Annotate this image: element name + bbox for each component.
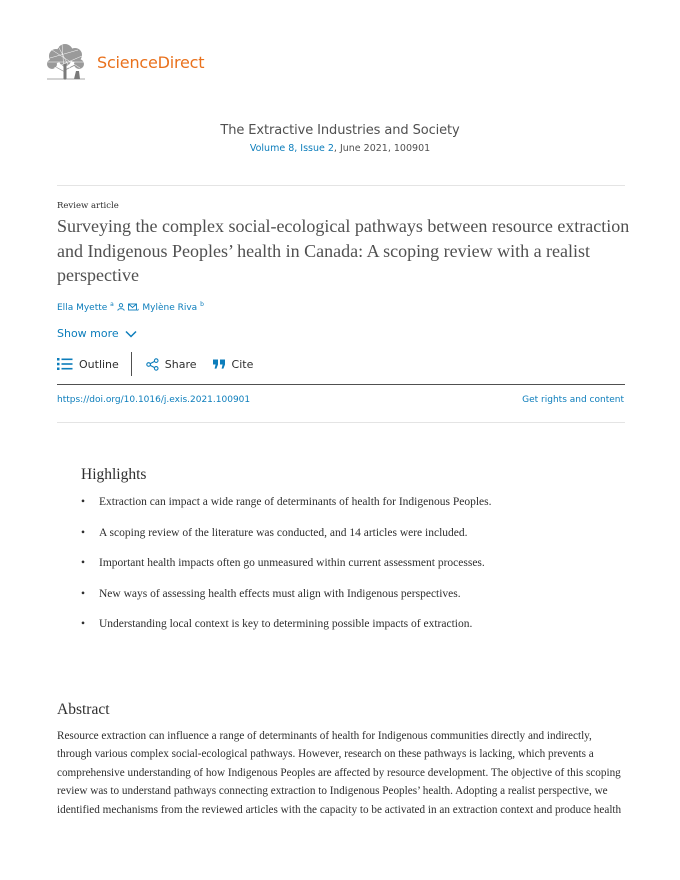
author-name[interactable]: Ella Myette [57, 303, 108, 313]
highlights-list [81, 494, 491, 647]
bullet-icon: • [81, 618, 86, 630]
outline-label: Outline [79, 357, 119, 371]
bullet-icon: • [81, 557, 86, 569]
share-label: Share [164, 357, 197, 371]
article-toolbar [57, 352, 253, 376]
rights-link[interactable]: Get rights and content [522, 395, 624, 405]
author-affiliation: a [110, 301, 114, 308]
list-icon [57, 357, 73, 371]
highlight-text: Important health impacts often go unmeasured within current assessment processes. [99, 557, 485, 569]
cite-button[interactable] [213, 358, 254, 371]
journal-title[interactable]: The Extractive Industries and Society [220, 123, 460, 138]
author-separator: , [136, 303, 140, 313]
highlight-item [81, 586, 491, 617]
article-type: Review article [57, 201, 119, 211]
author-affiliation: b [200, 301, 204, 308]
doi-divider [57, 422, 625, 423]
article-title: Surveying the complex social-ecological pathways between resource extraction and Indigenous Peoples’ health in Canada: A scoping review with a realist perspective [57, 216, 630, 285]
highlights-heading: Highlights [81, 466, 147, 483]
sciencedirect-logo[interactable] [44, 42, 204, 82]
highlight-text: Understanding local context is key to determining possible impacts of extraction. [99, 618, 473, 630]
show-more-button[interactable] [57, 327, 137, 340]
highlight-text: New ways of assessing health effects must align with Indigenous perspectives. [99, 587, 461, 600]
highlight-item [81, 494, 491, 525]
envelope-icon[interactable] [128, 303, 137, 311]
highlight-item [81, 555, 491, 586]
share-button[interactable] [146, 358, 197, 371]
highlight-text: A scoping review of the literature was conducted, and 14 articles were included. [99, 526, 468, 539]
outline-button[interactable] [57, 357, 119, 371]
author-name[interactable]: Mylène Riva [142, 303, 198, 313]
cite-label: Cite [231, 357, 254, 371]
author-list [57, 301, 204, 313]
volume-info [0, 143, 680, 154]
elsevier-tree-logo [44, 42, 88, 82]
bullet-icon: • [81, 496, 86, 508]
chevron-down-icon [125, 330, 137, 338]
volume-issue-link[interactable]: Volume 8, Issue 2 [249, 143, 334, 154]
brand-name: ScienceDirect [97, 52, 205, 72]
highlight-item [81, 525, 491, 556]
issue-details: , June 2021, 100901 [333, 143, 431, 154]
highlight-item [81, 616, 491, 647]
share-icon [146, 358, 159, 371]
bullet-icon: • [81, 526, 86, 539]
abstract-heading: Abstract [57, 701, 110, 718]
doi-link[interactable]: https://doi.org/10.1016/j.exis.2021.100901 [57, 395, 251, 405]
toolbar-divider-line [57, 384, 625, 385]
show-more-label: Show more [57, 327, 119, 340]
highlight-text: Extraction can impact a wide range of determinants of health for Indigenous Peoples. [99, 496, 492, 508]
quote-icon [213, 359, 226, 369]
abstract-text: Resource extraction can influence a range of determinants of health for Indigenous communities directly and indirectly, through various complex social-ecological pathways. However, research on these pathways is lacking, which prevents a comprehensive understanding of how Indigenous Peoples are affected by resource development. The objective of this scoping review was to understand pathways connecting extraction to Indigenous Peoples’ health. Adopting a realist perspective, we identified mechanisms from the reviewed articles with the capacity to be activated in an extraction context and produce health [57, 730, 622, 816]
bullet-icon: • [81, 587, 86, 600]
toolbar-divider [131, 352, 132, 376]
person-icon[interactable] [117, 303, 125, 311]
header-divider [57, 185, 625, 186]
